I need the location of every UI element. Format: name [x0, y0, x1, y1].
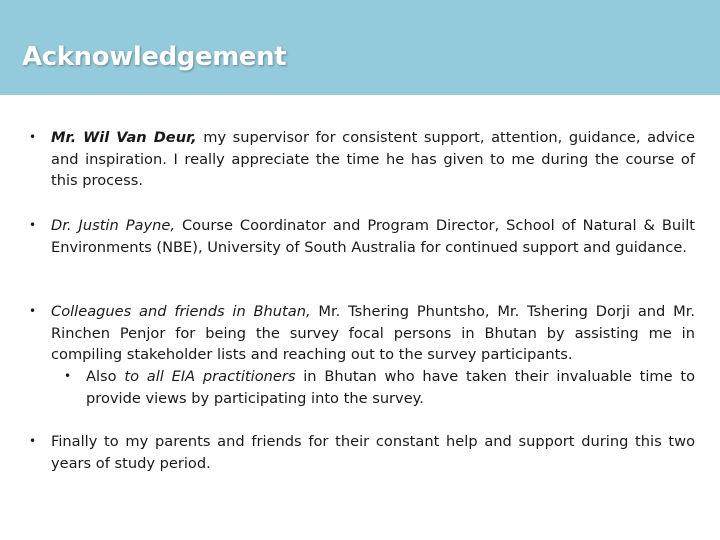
bullet-icon: • — [29, 130, 37, 144]
page-title: Acknowledgement — [22, 42, 287, 72]
list-item — [51, 301, 695, 366]
item-text: Mr. Tshering Phuntsho, Mr. Tshering Dorji and Mr. Rinchen Penjor for being the survey focal persons in Bhutan by assisting me in compiling stakeholder lists and reaching out to the survey participants. — [51, 303, 695, 363]
item-text: Course Coordinator and Program Director, School of Natural & Built Environments (NBE), University of South Australia for continued support and guidance. — [51, 217, 695, 256]
item-lead: Colleagues and friends in Bhutan, — [51, 303, 311, 320]
sub-item-pre: Also — [86, 368, 125, 385]
list-item — [51, 215, 695, 258]
sub-item-text: in Bhutan who have taken their invaluable time to provide views by participating into the survey. — [86, 368, 695, 407]
sub-list-item — [86, 366, 695, 409]
sub-item-lead: to all EIA practitioners — [124, 368, 296, 385]
list-item — [51, 127, 695, 192]
sub-bullet-icon: • — [64, 369, 72, 383]
list-item — [51, 431, 695, 474]
item-text: Finally to my parents and friends for their constant help and support during this two years of study period. — [51, 433, 695, 472]
bullet-icon: • — [29, 434, 37, 448]
item-lead: Mr. Wil Van Deur, — [51, 129, 197, 146]
item-text: my supervisor for consistent support, attention, guidance, advice and inspiration. I really appreciate the time he has given to me during the course of this process. — [51, 129, 695, 189]
bullet-icon: • — [29, 218, 37, 232]
bullet-icon: • — [29, 304, 37, 318]
item-lead: Dr. Justin Payne, — [51, 217, 175, 234]
